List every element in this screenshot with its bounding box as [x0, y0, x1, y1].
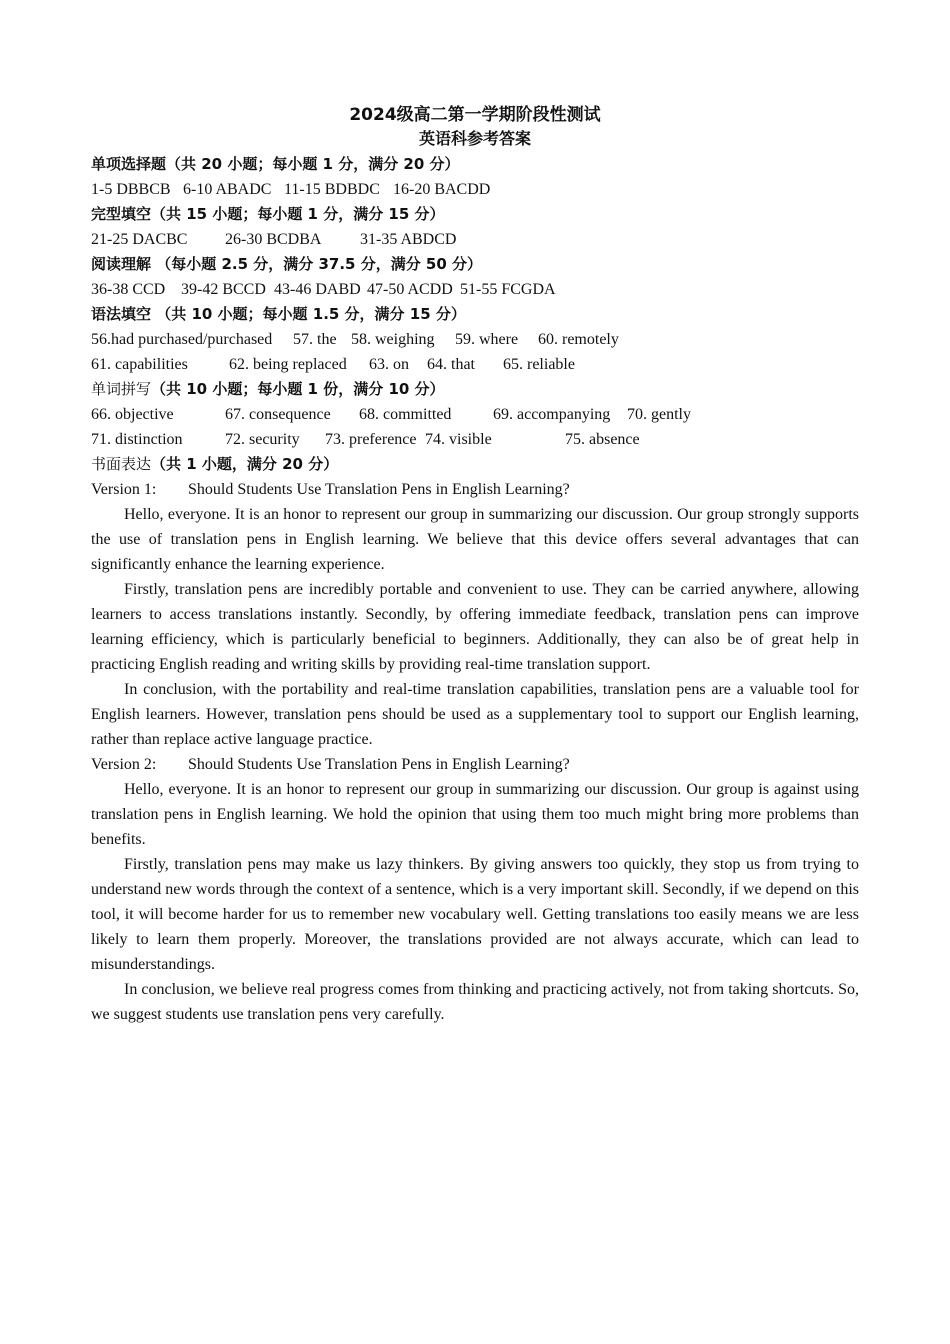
answer-row-grammar-1 [91, 327, 859, 352]
version-2-topic: Should Students Use Translation Pens in English Learning? [188, 756, 570, 773]
answer-row-single-choice [91, 177, 859, 202]
section-heading-spelling-label: 单词拼写 [91, 380, 152, 398]
answer-group: 31-35 ABDCD [360, 231, 457, 248]
version-1-header [91, 477, 859, 502]
answer-group: 1-5 DBBCB [91, 181, 171, 198]
page-subtitle: 英语科参考答案 [418, 129, 531, 148]
answer-item: 63. on [369, 356, 409, 373]
answer-item: 61. capabilities [91, 356, 188, 373]
answer-row-grammar-2 [91, 352, 859, 377]
version-1-paragraph: Hello, everyone. It is an honor to represent our group in summarizing our discussion. Our group strongly supports the use of translation pens in English learning. We believe that this device offers several advantages that can significantly enhance the learning experience. [91, 506, 859, 573]
answer-item: 71. distinction [91, 431, 183, 448]
version-1-topic: Should Students Use Translation Pens in English Learning? [188, 481, 570, 498]
section-heading-cloze: 完型填空（共 15 小题；每小题 1 分，满分 15 分） [91, 205, 445, 223]
answer-item: 58. weighing [351, 331, 435, 348]
answer-group: 47-50 ACDD [367, 281, 453, 298]
answer-row-reading [91, 277, 859, 302]
section-heading-writing-detail: （共 1 小题，满分 20 分） [151, 455, 339, 473]
version-2-header [91, 752, 859, 777]
version-2-paragraph: Hello, everyone. It is an honor to represent our group in summarizing our discussion. Our group is against using translation pens in English learning. We hold the opinion that using them too much might bring more problems than benefits. [91, 781, 859, 848]
section-heading-grammar: 语法填空 （共 10 小题；每小题 1.5 分，满分 15 分） [91, 305, 466, 323]
section-heading-writing [91, 452, 859, 477]
version-2-paragraph: Firstly, translation pens may make us lazy thinkers. By giving answers too quickly, they stop us from trying to understand new words through the context of a sentence, which is a very important skill. Secondly, if we depend on this tool, it will become harder for us to remember new vocabulary well. Getting translations too easily means we are less likely to learn them properly. Moreover, the translations provided are not always accurate, which can lead to misunderstandings. [91, 856, 859, 973]
answer-item: 65. reliable [503, 356, 575, 373]
answer-group: 11-15 BDBDC [284, 181, 380, 198]
answer-item: 73. preference [325, 431, 417, 448]
answer-group: 16-20 BACDD [393, 181, 491, 198]
version-1-paragraph: Firstly, translation pens are incredibly portable and convenient to use. They can be carried anywhere, allowing learners to access translations instantly. Secondly, by offering immediate feedback, translation pens can improve learning efficiency, which is particularly beneficial to beginners. Additionally, they can also be of great help in practicing English reading and writing skills by providing real-time translation support. [91, 581, 859, 673]
section-heading-single-choice: 单项选择题（共 20 小题；每小题 1 分，满分 20 分） [91, 155, 460, 173]
answer-item: 59. where [455, 331, 519, 348]
answer-group: 21-25 DACBC [91, 231, 188, 248]
answer-item: 68. committed [359, 406, 452, 423]
page-title: 2024级高二第一学期阶段性测试 [349, 105, 601, 125]
answer-row-spelling-2 [91, 427, 859, 452]
answer-group: 6-10 ABADC [183, 181, 272, 198]
answer-group: 51-55 FCGDA [460, 281, 556, 298]
answer-item: 74. visible [425, 431, 492, 448]
answer-item: 62. being replaced [229, 356, 347, 373]
answer-item: 67. consequence [225, 406, 331, 423]
answer-group: 43-46 DABD [274, 281, 361, 298]
answer-group: 36-38 CCD [91, 281, 166, 298]
section-heading-writing-label: 书面表达 [91, 455, 152, 473]
answer-group: 39-42 BCCD [181, 281, 266, 298]
version-2-label: Version 2: [91, 756, 157, 773]
answer-item: 69. accompanying [493, 406, 611, 423]
section-heading-spelling-detail: （共 10 小题；每小题 1 份，满分 10 分） [151, 380, 445, 398]
answer-item: 66. objective [91, 406, 174, 423]
answer-item: 72. security [225, 431, 300, 448]
answer-group: 26-30 BCDBA [225, 231, 322, 248]
answer-item: 64. that [427, 356, 475, 373]
answer-item: 70. gently [627, 406, 691, 423]
answer-item: 56.had purchased/purchased [91, 331, 273, 348]
section-heading-reading: 阅读理解 （每小题 2.5 分，满分 37.5 分，满分 50 分） [91, 255, 483, 273]
answer-row-spelling-1 [91, 402, 859, 427]
version-2-paragraph: In conclusion, we believe real progress comes from thinking and practicing actively, not from taking shortcuts. So, we suggest students use translation pens very carefully. [91, 981, 859, 1023]
answer-row-cloze [91, 227, 859, 252]
answer-item: 75. absence [565, 431, 640, 448]
section-heading-spelling [91, 377, 859, 402]
version-1-paragraph: In conclusion, with the portability and real-time translation capabilities, translation pens are a valuable tool for English learners. However, translation pens should be used as a supplementary tool to support our English learning, rather than replace active language practice. [91, 681, 859, 748]
answer-item: 60. remotely [538, 331, 619, 348]
version-1-label: Version 1: [91, 481, 157, 498]
answer-item: 57. the [293, 331, 337, 348]
answer-key-page [91, 103, 859, 1027]
